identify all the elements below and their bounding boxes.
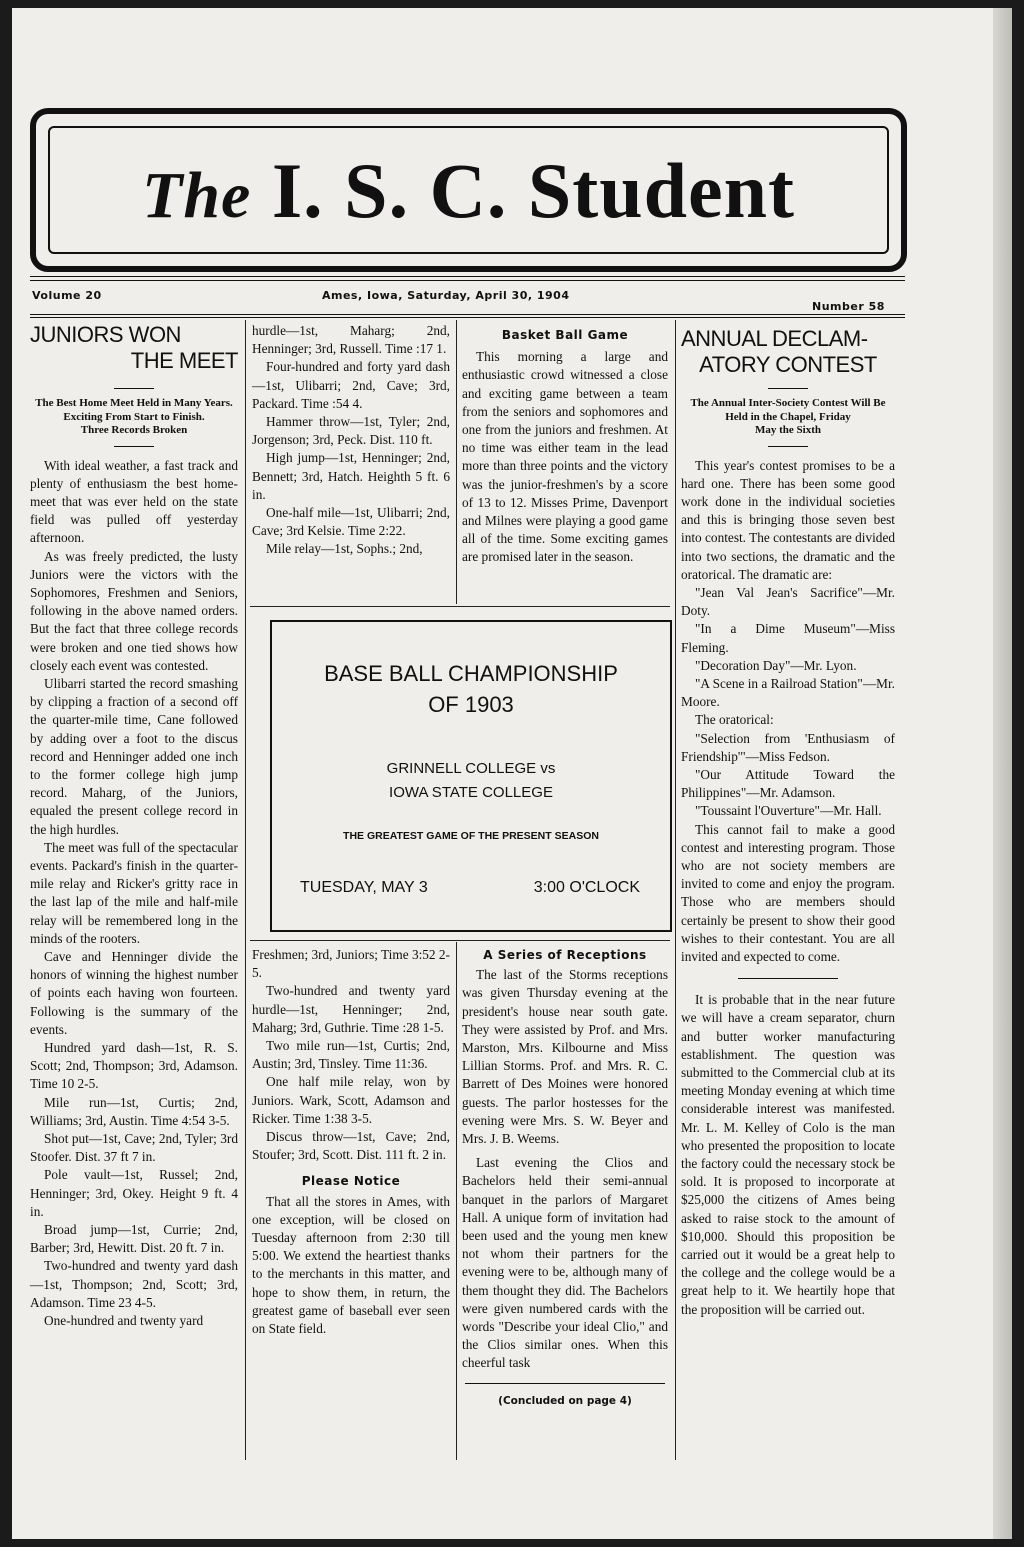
result-paragraph: Four-hundred and forty yard dash—1st, Ulibarri; 2nd, Cave; 3rd, Packard. Time :54 4. bbox=[252, 359, 450, 411]
dateline-number: Number 58 bbox=[812, 300, 885, 313]
column-4 bbox=[681, 326, 895, 1319]
column-2-top bbox=[252, 322, 450, 559]
masthead-the: The bbox=[142, 159, 252, 232]
ad-bottom-rule bbox=[250, 940, 670, 941]
headline-juniors-1: JUNIORS WON bbox=[30, 322, 181, 347]
receptions-paragraph: The last of the Storms receptions was given Thursday evening at the president's house near south gate. They were assisted by Prof. and Mrs. Marston, Mrs. Kilbourne and Miss Lillian Storms. Prof. and Mrs. R. C. Barrett of Des Moines were honored guests. The parlor hostesses for the evening were Mrs. S. W. Beyer and Mrs. J. B. Weems. bbox=[462, 967, 668, 1147]
ad-teams bbox=[272, 757, 670, 805]
dateline-place-date: Ames, Iowa, Saturday, April 30, 1904 bbox=[322, 289, 570, 302]
result-paragraph: Hammer throw—1st, Tyler; 2nd, Jorgenson; 3rd, Peck. Dist. 110 ft. bbox=[252, 414, 450, 448]
notice-heading: Please Notice bbox=[301, 1174, 401, 1189]
masthead-name: I. S. C. Student bbox=[271, 147, 795, 234]
receptions-heading: A Series of Receptions bbox=[483, 948, 647, 962]
subhead-3: Three Records Broken bbox=[80, 424, 188, 436]
column-rule-3 bbox=[675, 320, 676, 1460]
article-paragraph: With ideal weather, a fast track and plenty of enthusiasm the best home-meet that was ever held on the state field was pulled off yesterday afternoon. bbox=[30, 457, 238, 546]
receptions-divider bbox=[465, 1383, 665, 1384]
contest-entry: The oratorical: bbox=[695, 712, 774, 728]
contest-entry: "In a Dime Museum"—Miss Fleming. bbox=[681, 621, 895, 655]
newspaper-page bbox=[12, 8, 1012, 1539]
result-paragraph: Discus throw—1st, Cave; 2nd, Stoufer; 3rd, Scott. Dist. 111 ft. 2 in. bbox=[252, 1129, 450, 1163]
column-rule-2-top bbox=[456, 320, 457, 604]
ad-tagline: THE GREATEST GAME OF THE PRESENT SEASON bbox=[343, 830, 599, 842]
subhead-2: Held in the Chapel, Friday bbox=[725, 410, 851, 423]
contest-entry: "Toussaint l'Ouverture"—Mr. Hall. bbox=[695, 803, 882, 819]
result-paragraph: One half mile relay, won by Juniors. Wark, Scott, Adamson and Ricker. Time 1:38 3-5. bbox=[252, 1074, 450, 1126]
subhead-divider bbox=[768, 446, 808, 447]
result-paragraph: Two-hundred and twenty yard hurdle—1st, Henninger; 2nd, Maharg; 3rd, Guthrie. Time :28 1-5. bbox=[252, 983, 450, 1035]
result-paragraph: Mile run—1st, Curtis; 2nd, Williams; 3rd, Austin. Time 4:54 3-5. bbox=[30, 1094, 238, 1128]
headline-contest-2: ATORY CONTEST bbox=[699, 352, 877, 377]
masthead-inner-border bbox=[48, 126, 889, 254]
result-paragraph: Broad jump—1st, Currie; 2nd, Barber; 3rd, Hewitt. Dist. 20 ft. 7 in. bbox=[30, 1222, 238, 1256]
ad-team-2: IOWA STATE COLLEGE bbox=[389, 784, 553, 801]
dateline-rule-top bbox=[30, 276, 905, 277]
creamery-divider bbox=[738, 978, 838, 979]
article-paragraph: Cave and Henninger divide the honors of winning the highest number of points each having won fourteen. Following is the summary of the events. bbox=[30, 948, 238, 1037]
receptions-paragraph: Last evening the Clios and Bachelors held their semi-annual banquet in the parlors of Margaret Hall. A unique form of invitation had been used and the young men knew not whom their partners for the evening were to be, although many of them thought they did. The Bachelors were given numbered cards with the words "Describe your ideal Clio," and the Clios similar ones. When this cheerful task bbox=[462, 1155, 668, 1371]
creamery-paragraph: It is probable that in the near future we will have a cream separator, churn and butter worker manufacturing establishment. The question was submitted to the Commercial club at its meeting Monday evening at which time considerable interest was manifested. Mr. L. M. Kelley of Colo is the man who presented the proposition to locate the factory could the necessary stock be sold. It is proposed to incorporate at $25,000 the citizens of Ames being asked to raise stock to the amount of $10,000. Should this proposition be carried out it would be a great help to the college and the college would be a great help to it. We heartily hope that the proposition will be carried out. bbox=[681, 992, 895, 1317]
basketball-article bbox=[462, 326, 668, 567]
result-paragraph: hurdle—1st, Maharg; 2nd, Henninger; 3rd, Russell. Time :17 1. bbox=[252, 323, 450, 357]
basketball-text: This morning a large and enthusiastic crowd witnessed a close and exciting game between a team from the seniors and sophomores and one from the juniors and freshmen. At no time was either team in the lead more than three points and the victory was the junior-freshmen's by a score of 13 to 12. Misses Prime, Davenport and Milnes were playing a good game all of the time. Some exciting games are promised later in the season. bbox=[462, 349, 668, 565]
ad-title-line-1: BASE BALL CHAMPIONSHIP bbox=[324, 661, 618, 686]
contest-paragraph: This cannot fail to make a good contest and interesting program. Those who are not society members are invited to come and enjoy the program. Those who are members should certainly be present to show their good wishes to their contestant. You are all invited and expected to come. bbox=[681, 821, 895, 964]
column-rule-2-bottom bbox=[456, 942, 457, 1460]
masthead-title bbox=[50, 146, 887, 241]
subhead-1: The Best Home Meet Held in Many Years. bbox=[35, 397, 233, 409]
dateline-rule-top-2 bbox=[30, 280, 905, 281]
masthead bbox=[30, 108, 907, 272]
continued-note: (Concluded on page 4) bbox=[498, 1394, 632, 1407]
receptions-article bbox=[462, 946, 668, 1410]
ad-top-rule bbox=[250, 606, 670, 607]
notice-text: That all the stores in Ames, with one exception, will be closed on Tuesday afternoon from 2:30 till 5:00. We extend the heartiest thanks to the merchants in this matter, and hope to show them, in return, the greatest game of baseball ever seen on State field. bbox=[252, 1193, 450, 1337]
column-2-bottom bbox=[252, 946, 450, 1338]
page-edge-shadow bbox=[993, 8, 1012, 1539]
dateline-volume: Volume 20 bbox=[32, 289, 102, 302]
article-paragraph: The meet was full of the spectacular events. Packard's finish in the quarter-mile relay and Ricker's gritty race in the last lap of the mile and half-mile relay will be remembered long in the minds of the rooters. bbox=[30, 839, 238, 946]
contest-entry: "Our Attitude Toward the Philippines"—Mr. Adamson. bbox=[681, 766, 895, 801]
headline-divider bbox=[768, 388, 808, 389]
contest-entry: "Selection from 'Enthusiasm of Friendship'"—Miss Fedson. bbox=[681, 730, 895, 764]
result-paragraph: Pole vault—1st, Russel; 2nd, Henninger; 3rd, Okey. Height 9 ft. 4 in. bbox=[30, 1167, 238, 1219]
result-paragraph: One-half mile—1st, Ulibarri; 2nd, Cave; 3rd Kelsie. Time 2:22. bbox=[252, 505, 450, 539]
headline-juniors-2: THE MEET bbox=[130, 348, 238, 373]
headline-divider bbox=[114, 388, 154, 389]
result-paragraph: Two-hundred and twenty yard dash—1st, Thompson; 2nd, Scott; 3rd, Adamson. Time 23 4-5. bbox=[30, 1258, 238, 1310]
headline-contest-1: ANNUAL DECLAM- bbox=[681, 326, 868, 351]
result-paragraph: Freshmen; 3rd, Juniors; Time 3:52 2-5. bbox=[252, 947, 450, 981]
result-paragraph: Mile relay—1st, Sophs.; 2nd, bbox=[266, 541, 423, 557]
baseball-advertisement bbox=[270, 620, 672, 932]
column-1 bbox=[30, 322, 238, 1330]
subhead-2: Exciting From Start to Finish. bbox=[63, 410, 205, 423]
contest-entry: "Jean Val Jean's Sacrifice"—Mr. Doty. bbox=[681, 584, 895, 619]
dateline-rule-bottom bbox=[30, 314, 905, 315]
ad-day: TUESDAY, MAY 3 bbox=[300, 879, 428, 896]
ad-title bbox=[272, 658, 670, 720]
result-paragraph: Hundred yard dash—1st, R. S. Scott; 2nd, Thompson; 3rd, Adamson. Time 10 2-5. bbox=[30, 1040, 238, 1092]
ad-team-1: GRINNELL COLLEGE vs bbox=[386, 760, 556, 777]
column-rule-1 bbox=[245, 320, 246, 1460]
result-paragraph: Two mile run—1st, Curtis; 2nd, Austin; 3rd, Tinsley. Time 11:36. bbox=[252, 1038, 450, 1072]
dateline-rule-bottom-2 bbox=[30, 317, 905, 318]
result-paragraph: One-hundred and twenty yard bbox=[44, 1313, 204, 1329]
result-paragraph: Shot put—1st, Cave; 2nd, Tyler; 3rd Stoofer. Dist. 37 ft 7 in. bbox=[30, 1131, 238, 1165]
contest-entry: "A Scene in a Railroad Station"—Mr. Moore. bbox=[681, 675, 895, 710]
contest-entry: "Decoration Day"—Mr. Lyon. bbox=[695, 657, 857, 673]
basketball-heading: Basket Ball Game bbox=[501, 328, 629, 342]
result-paragraph: High jump—1st, Henninger; 2nd, Bennett; 3rd, Hatch. Heighth 5 ft. 6 in. bbox=[252, 450, 450, 502]
article-paragraph: As was freely predicted, the lusty Juniors were the victors with the Sophomores, Freshmen and Seniors, following in the above named orders. But the fact that three college records were broken and one tied shows how closely each event was contested. bbox=[30, 548, 238, 673]
subhead-divider bbox=[114, 446, 154, 447]
contest-paragraph: This year's contest promises to be a hard one. There has been some good work done in the individual societies and this is bringing those seven best into contest. The contestants are divided into two sections, the dramatic and the oratorical. The dramatic are: bbox=[681, 457, 895, 582]
subhead-1: The Annual Inter-Society Contest Will Be bbox=[690, 397, 886, 409]
ad-time: 3:00 O'CLOCK bbox=[533, 879, 640, 896]
article-paragraph: Ulibarri started the record smashing by clipping a fraction of a second off the quarter-mile time, Cane followed by adding over a foot to the discus record and Henninger added one inch to the former college high jump record. Maharg, of the Juniors, equaled the present college record in the high hurdles. bbox=[30, 675, 238, 837]
ad-title-line-2: OF 1903 bbox=[428, 692, 514, 717]
subhead-3: May the Sixth bbox=[755, 424, 821, 436]
